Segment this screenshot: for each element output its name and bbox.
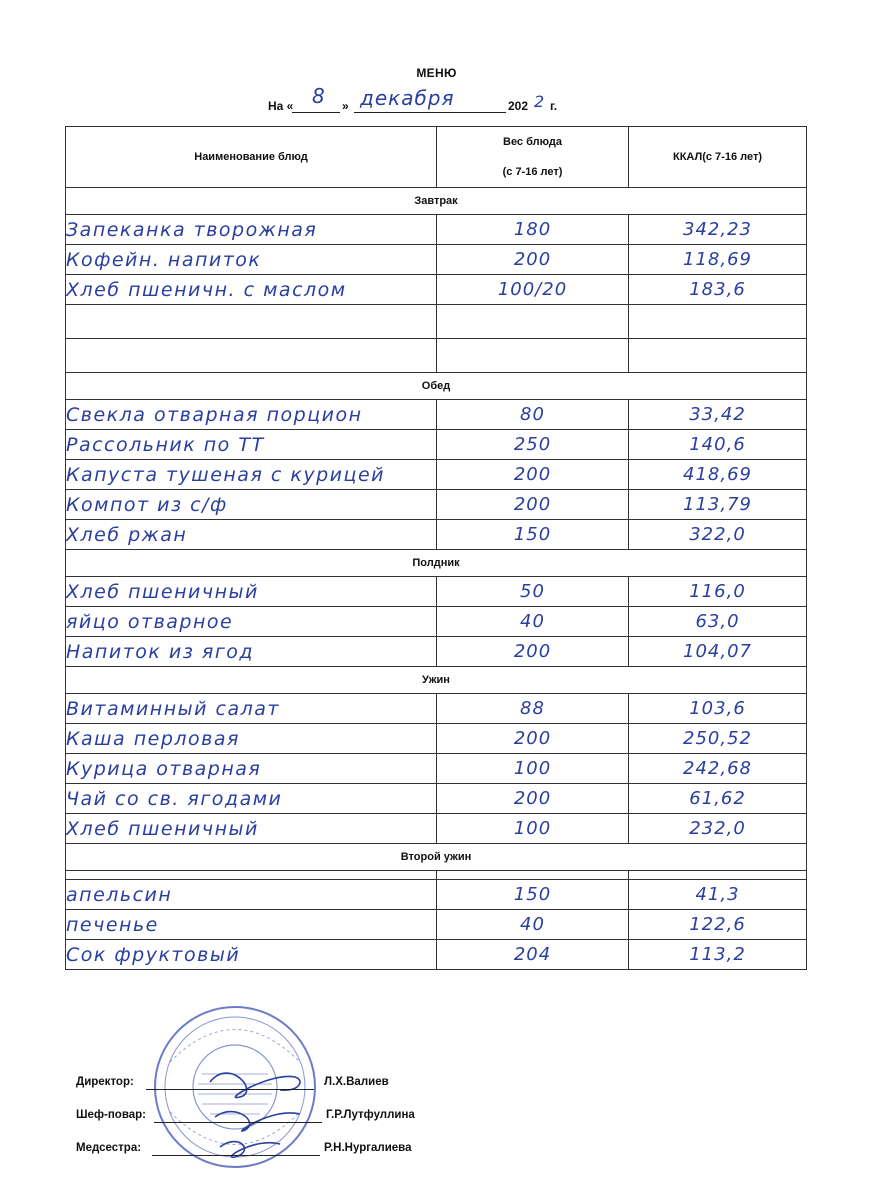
dish-name: Рассольник по ТТ	[66, 430, 437, 460]
dish-weight: 200	[437, 490, 629, 520]
document-title: МЕНЮ	[416, 66, 457, 80]
dish-kcal: 250,52	[629, 724, 807, 754]
dish-name: Каша перловая	[66, 724, 437, 754]
dish-kcal: 113,79	[629, 490, 807, 520]
dish-weight: 150	[437, 520, 629, 550]
dish-weight: 80	[437, 400, 629, 430]
table-row	[66, 754, 807, 784]
dish-name: Хлеб пшеничный	[66, 814, 437, 844]
column-header-kcal: ККАЛ(с 7-16 лет)	[629, 127, 807, 188]
signature-person: Л.Х.Валиев	[324, 1076, 389, 1088]
dish-name: печенье	[66, 910, 437, 940]
dish-name: Компот из с/ф	[66, 490, 437, 520]
signature-role: Шеф-повар:	[76, 1109, 146, 1121]
year-digit: 2	[534, 92, 546, 111]
dish-name: Хлеб пшеничн. с маслом	[66, 275, 437, 305]
dish-kcal: 116,0	[629, 577, 807, 607]
dish-name: Хлеб пшеничный	[66, 577, 437, 607]
table-header-row	[66, 127, 807, 188]
table-row	[66, 215, 807, 245]
dish-weight: 200	[437, 245, 629, 275]
table-row	[66, 490, 807, 520]
date-prefix: На «	[268, 99, 294, 113]
table-row	[66, 520, 807, 550]
table-row	[66, 430, 807, 460]
empty-row	[66, 871, 807, 880]
column-header-name: Наименование блюд	[66, 127, 437, 188]
dish-kcal: 41,3	[629, 880, 807, 910]
dish-name: Кофейн. напиток	[66, 245, 437, 275]
empty-row	[66, 305, 807, 339]
dish-name: Витаминный салат	[66, 694, 437, 724]
day-underline	[292, 112, 340, 113]
signature-line	[154, 1122, 322, 1123]
dish-name: Запеканка творожная	[66, 215, 437, 245]
dish-weight: 100	[437, 754, 629, 784]
dish-kcal: 183,6	[629, 275, 807, 305]
dish-weight: 200	[437, 460, 629, 490]
dish-name: апельсин	[66, 880, 437, 910]
dish-kcal: 103,6	[629, 694, 807, 724]
dish-kcal: 140,6	[629, 430, 807, 460]
section-title: Второй ужин	[66, 844, 807, 871]
signature-line	[146, 1089, 314, 1090]
date-month: декабря	[360, 86, 455, 110]
dish-kcal: 33,42	[629, 400, 807, 430]
dish-kcal: 242,68	[629, 754, 807, 784]
empty-row	[66, 339, 807, 373]
table-row	[66, 724, 807, 754]
section-title: Полдник	[66, 550, 807, 577]
dish-weight: 100	[437, 814, 629, 844]
dish-name: Курица отварная	[66, 754, 437, 784]
year-suffix: г.	[550, 99, 558, 113]
weight-header-label: Вес блюда	[503, 136, 562, 148]
dish-weight: 150	[437, 880, 629, 910]
dish-kcal: 113,2	[629, 940, 807, 970]
dish-kcal: 342,23	[629, 215, 807, 245]
dish-weight: 100/20	[437, 275, 629, 305]
date-day: 8	[312, 84, 326, 108]
table-row	[66, 245, 807, 275]
dish-kcal: 104,07	[629, 637, 807, 667]
dish-weight: 200	[437, 637, 629, 667]
section-title: Завтрак	[66, 188, 807, 215]
dish-weight: 200	[437, 784, 629, 814]
dish-weight: 250	[437, 430, 629, 460]
table-row	[66, 880, 807, 910]
dish-kcal: 232,0	[629, 814, 807, 844]
date-line	[268, 84, 628, 114]
signature-scribbles	[200, 1052, 320, 1162]
month-underline	[354, 112, 506, 113]
dish-name: Чай со св. ягодами	[66, 784, 437, 814]
section-title: Обед	[66, 373, 807, 400]
dish-weight: 180	[437, 215, 629, 245]
dish-name: Свекла отварная порцион	[66, 400, 437, 430]
table-row	[66, 940, 807, 970]
dish-kcal: 418,69	[629, 460, 807, 490]
signature-role: Медсестра:	[76, 1142, 142, 1154]
dish-kcal: 118,69	[629, 245, 807, 275]
dish-name: Капуста тушеная с курицей	[66, 460, 437, 490]
table-row	[66, 814, 807, 844]
dish-name: яйцо отварное	[66, 607, 437, 637]
dish-name: Сок фруктовый	[66, 940, 437, 970]
dish-weight: 200	[437, 724, 629, 754]
table-row	[66, 400, 807, 430]
dish-kcal: 63,0	[629, 607, 807, 637]
dish-weight: 50	[437, 577, 629, 607]
table-row	[66, 577, 807, 607]
dish-weight: 88	[437, 694, 629, 724]
table-row	[66, 460, 807, 490]
signature-person: Г.Р.Лутфуллина	[326, 1109, 415, 1121]
dish-weight: 40	[437, 910, 629, 940]
section-title: Ужин	[66, 667, 807, 694]
dish-weight: 40	[437, 607, 629, 637]
year-prefix: 202	[508, 99, 529, 113]
table-row	[66, 275, 807, 305]
column-header-weight	[437, 127, 629, 188]
dish-kcal: 122,6	[629, 910, 807, 940]
dish-weight: 204	[437, 940, 629, 970]
table-row	[66, 607, 807, 637]
dish-name: Хлеб ржан	[66, 520, 437, 550]
table-row	[66, 694, 807, 724]
dish-kcal: 61,62	[629, 784, 807, 814]
signature-role: Директор:	[76, 1076, 134, 1088]
date-separator: »	[342, 99, 349, 113]
menu-table	[65, 126, 807, 970]
table-row	[66, 637, 807, 667]
menu-body	[66, 188, 807, 970]
table-row	[66, 910, 807, 940]
dish-kcal: 322,0	[629, 520, 807, 550]
weight-header-sub: (с 7-16 лет)	[502, 166, 563, 178]
table-row	[66, 784, 807, 814]
signature-person: Р.Н.Нургалиева	[324, 1142, 412, 1154]
dish-name: Напиток из ягод	[66, 637, 437, 667]
signature-line	[152, 1155, 320, 1156]
